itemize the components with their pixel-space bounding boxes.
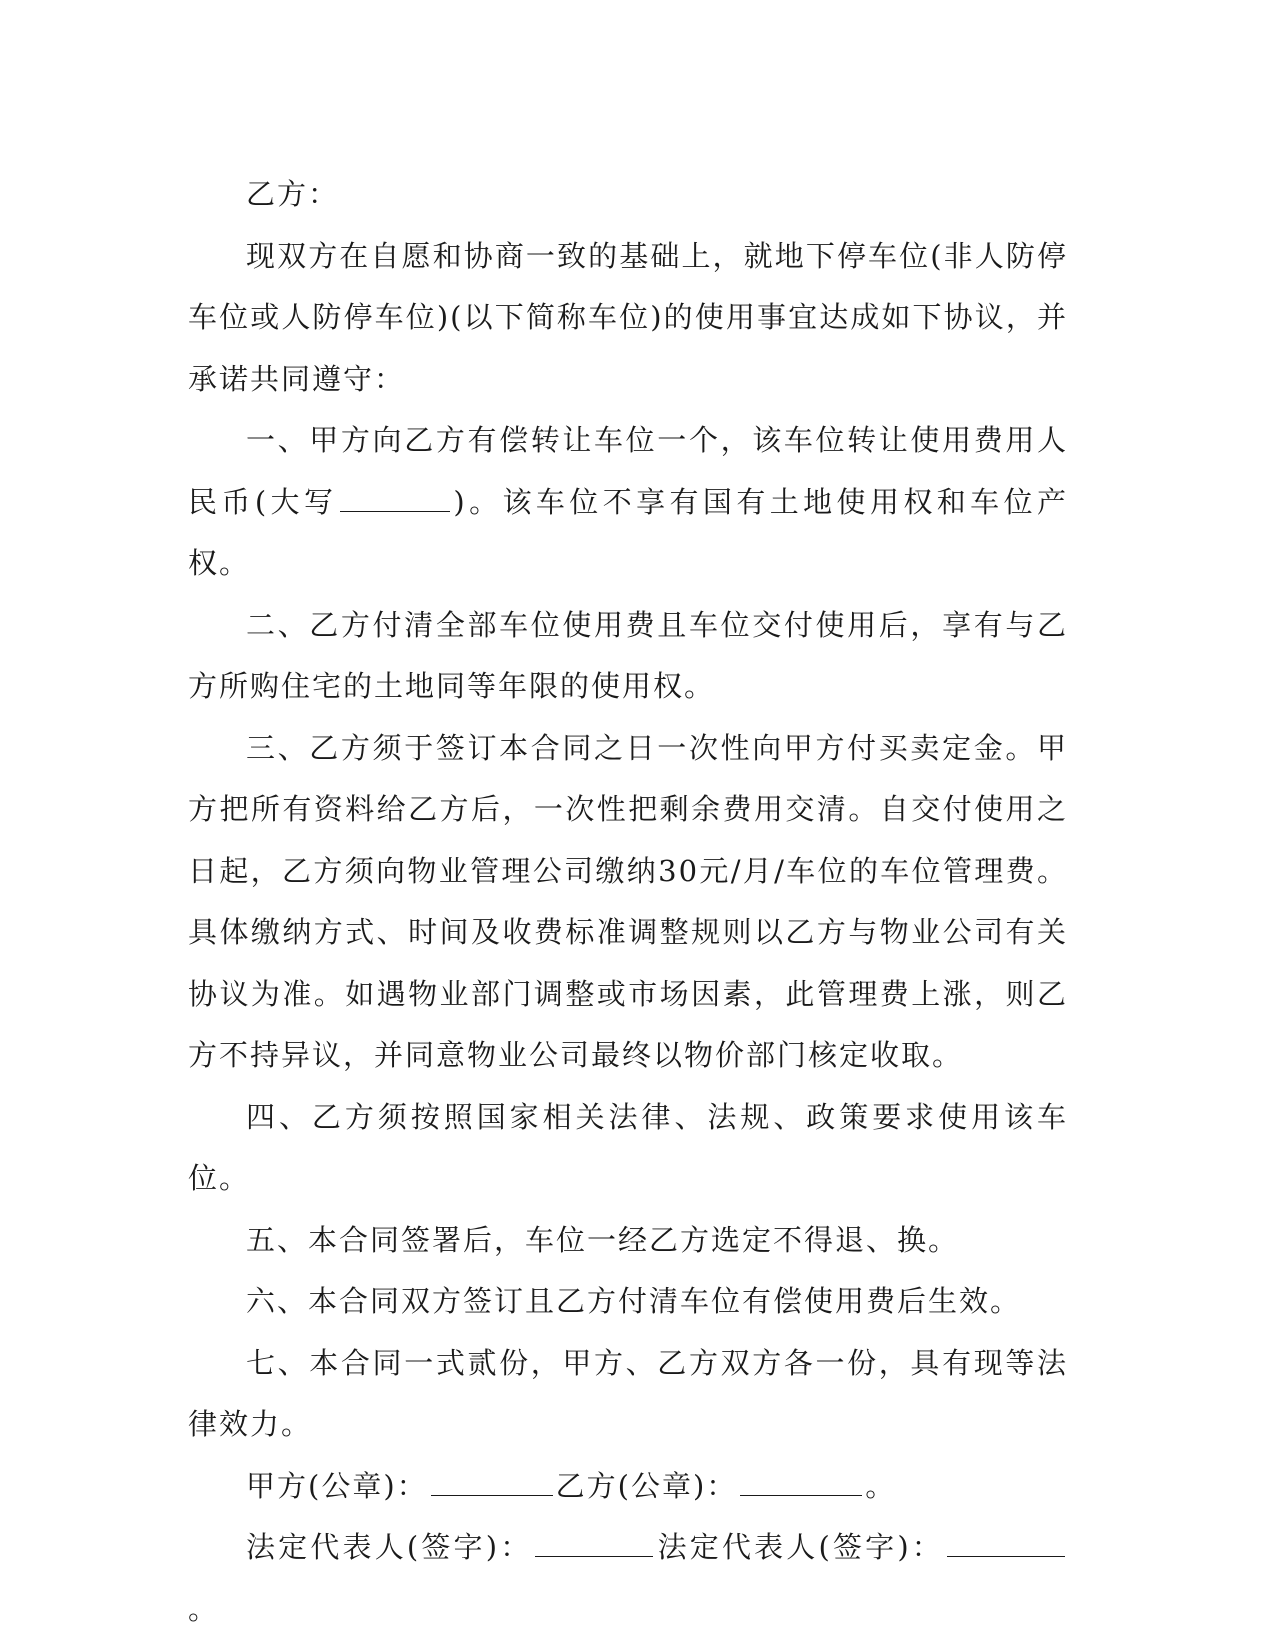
seal-end: 。 <box>865 1468 897 1503</box>
clause-3: 三、乙方须于签订本合同之日一次性向甲方付买卖定金。甲方把所有资料给乙方后，一次性把剩余费用交清。自交付使用之日起，乙方须向物业管理公司缴纳30元/月/车位的车位管理费。具体缴纳方式、时间及收费标准调整规则以乙方与物业公司有关协议为准。如遇物业部门调整或市场因素，此管理费上涨，则乙方不持异议，并同意物业公司最终以物价部门核定收取。 <box>188 730 1068 1072</box>
rep-b-blank <box>947 1555 1065 1557</box>
clause-2: 二、乙方付清全部车位使用费且车位交付使用后，享有与乙方所购住宅的土地同等年限的使用权。 <box>188 607 1068 703</box>
representative-line <box>188 1517 1068 1640</box>
clause-4: 四、乙方须按照国家相关法律、法规、政策要求使用该车位。 <box>188 1099 1068 1195</box>
rep-a-label: 法定代表人(签字)： <box>246 1530 533 1564</box>
intro-paragraph: 现双方在自愿和协商一致的基础上，就地下停车位(非人防停车位或人防停车位)(以下简称车位)的使用事宜达成如下协议，并承诺共同遵守： <box>188 238 1068 396</box>
party-b-heading: 乙方： <box>246 177 340 211</box>
clause-6: 六、本合同双方签订且乙方付清车位有偿使用费后生效。 <box>246 1284 1022 1318</box>
seal-b-label: 乙方(公章)： <box>555 1468 738 1503</box>
rep-a-blank <box>535 1555 653 1557</box>
seal-a-label: 甲方(公章)： <box>246 1468 428 1503</box>
seal-b-blank <box>740 1494 862 1496</box>
seal-line <box>188 1456 1068 1518</box>
clause-1 <box>188 410 1068 595</box>
seal-a-blank <box>431 1494 553 1496</box>
contract-body <box>188 164 1068 1640</box>
clause-7: 七、本合同一式贰份，甲方、乙方双方各一份，具有现等法律效力。 <box>188 1345 1068 1441</box>
amount-blank <box>340 510 450 512</box>
clause-1-text-b: )。该车位不享有国有土地使用权和车位产权。 <box>188 484 1068 580</box>
rep-end: 。 <box>188 1591 220 1626</box>
clause-1-text-a: 一、甲方向乙方有偿转让车位一个，该车位转让使用费用人民币(大写 <box>188 423 1068 519</box>
rep-b-label: 法定代表人(签字)： <box>656 1530 944 1564</box>
clause-5: 五、本合同签署后，车位一经乙方选定不得退、换。 <box>246 1222 960 1257</box>
